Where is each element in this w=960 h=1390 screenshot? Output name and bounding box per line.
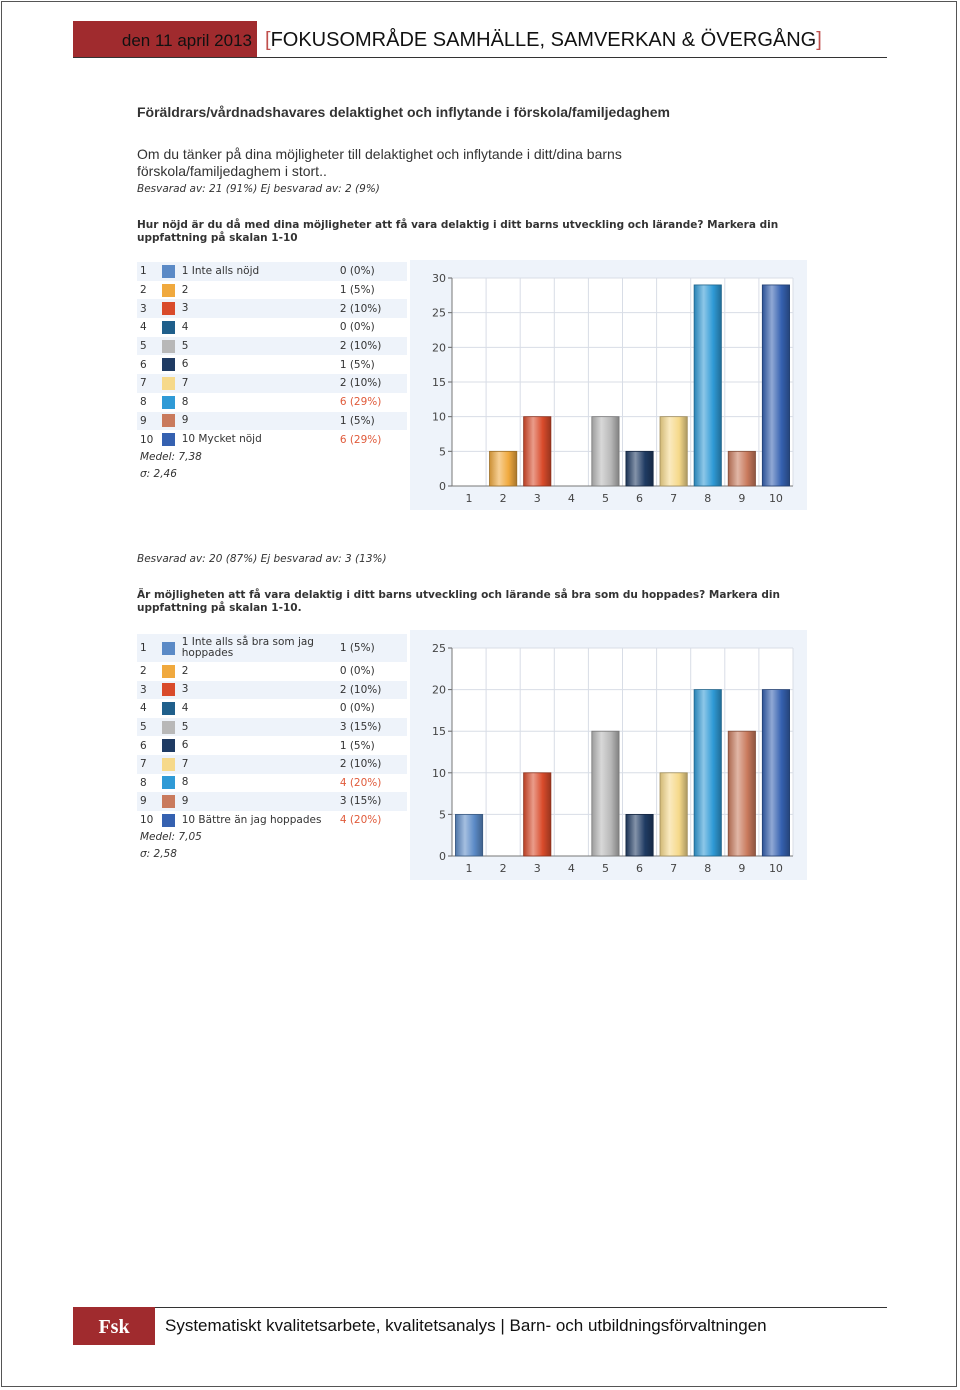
y-tick-label: 20 — [432, 683, 446, 697]
bar — [660, 417, 687, 486]
legend-row-number: 1 — [140, 642, 147, 654]
legend-row-number: 6 — [140, 358, 147, 371]
legend-row-number: 3 — [140, 302, 147, 315]
header-title-text: FOKUSOMRÅDE SAMHÄLLE, SAMVERKAN & ÖVERGÅNG — [270, 29, 817, 51]
legend-label: 8 — [181, 776, 189, 789]
legend-swatch — [162, 776, 175, 789]
legend-count: 1 (5%) — [339, 358, 375, 371]
legend-count: 0 (0%) — [339, 702, 375, 715]
legend-row-number: 8 — [140, 776, 147, 789]
legend-row — [137, 412, 407, 431]
legend-swatch — [162, 396, 175, 409]
legend-row — [137, 736, 407, 755]
x-tick-label: 6 — [636, 862, 644, 875]
legend-label: 7 — [181, 757, 189, 770]
legend-row-number: 6 — [140, 739, 147, 752]
legend-label: 3 — [181, 302, 189, 315]
question-text-2: Är möjligheten att få vara delaktig i ditt barns utveckling och lärande så bra som du hoppades? Markera din uppfattning på skalan 1-10. — [137, 589, 780, 614]
legend-swatch — [162, 758, 175, 771]
legend-swatch — [162, 702, 175, 715]
legend-label: 4 — [181, 701, 189, 714]
legend-row-number: 7 — [140, 377, 147, 390]
legend-label: 4 — [181, 320, 189, 333]
bar — [762, 285, 789, 486]
bar — [694, 285, 721, 486]
y-tick-label: 5 — [439, 808, 446, 822]
legend-swatch — [162, 265, 175, 278]
x-tick-label: 8 — [704, 862, 712, 875]
bar — [524, 417, 551, 486]
legend-row-number: 3 — [140, 683, 147, 696]
legend-label: 8 — [181, 395, 189, 408]
bar — [626, 451, 653, 486]
legend-swatch — [162, 284, 175, 297]
bar — [524, 773, 551, 856]
footer-text: Systematiskt kvalitetsarbete, kvalitetsanalys | Barn- och utbildningsförvaltningen — [165, 1316, 767, 1335]
y-tick-label: 15 — [432, 376, 446, 389]
legend-label: 6 — [181, 739, 189, 752]
legend-row — [137, 262, 407, 281]
legend-swatch — [162, 721, 175, 734]
legend-count: 0 (0%) — [339, 265, 375, 278]
legend-row-number: 8 — [140, 396, 147, 409]
legend-count: 2 (10%) — [339, 302, 382, 315]
legend-label: 10 Mycket nöjd — [181, 433, 262, 446]
legend-label: 1 Inte alls så bra som jag hoppades — [181, 636, 314, 659]
y-tick-label: 0 — [439, 850, 446, 863]
sigma-1: σ: 2,46 — [140, 468, 177, 480]
bar — [455, 814, 482, 856]
legend-swatch — [162, 302, 175, 315]
legend-count: 6 (29%) — [339, 396, 382, 409]
y-tick-label: 30 — [432, 272, 446, 285]
bar — [762, 690, 789, 856]
legend-row — [137, 811, 407, 830]
legend-row — [137, 662, 407, 681]
x-tick-label: 4 — [567, 492, 575, 505]
bar — [626, 814, 653, 856]
legend-count: 2 (10%) — [339, 758, 382, 771]
legend-count: 1 (5%) — [339, 414, 375, 427]
bar — [592, 731, 619, 856]
answered-summary-1: Besvarad av: 21 (91%) Ej besvarad av: 2 (9%) — [137, 183, 380, 195]
x-tick-label: 3 — [533, 492, 541, 505]
legend-row — [137, 774, 407, 793]
legend-swatch — [162, 683, 175, 696]
header-rule — [73, 57, 887, 58]
footer-logo: Fsk — [98, 1316, 130, 1338]
legend-row-number: 5 — [140, 721, 147, 734]
mean-1: Medel: 7,38 — [140, 451, 202, 463]
legend-swatch — [162, 814, 175, 827]
legend-row-number: 4 — [140, 321, 147, 334]
header-date: den 11 april 2013 — [121, 31, 252, 50]
legend-row — [137, 374, 407, 393]
legend-row — [137, 430, 407, 449]
legend-count: 2 (10%) — [339, 340, 382, 353]
legend-label: 10 Bättre än jag hoppades — [181, 813, 322, 826]
answered-summary-2: Besvarad av: 20 (87%) Ej besvarad av: 3 (13%) — [137, 553, 387, 565]
legend-count: 4 (20%) — [339, 776, 382, 789]
legend-row-number: 4 — [140, 702, 147, 715]
legend-row — [137, 299, 407, 318]
question-text-1: Hur nöjd är du då med dina möjligheter att få vara delaktig i ditt barns utveckling och lärande? Markera din uppfattning på skalan 1-10 — [137, 219, 779, 244]
legend-row-number: 10 — [140, 433, 154, 446]
legend-row — [137, 337, 407, 356]
footer-rule — [155, 1307, 887, 1308]
legend-label: 5 — [181, 339, 189, 352]
header-bracket-open: [ — [265, 29, 271, 51]
bar — [592, 417, 619, 486]
legend-count: 3 (15%) — [339, 721, 382, 734]
legend-swatch — [162, 642, 175, 655]
x-tick-label: 3 — [533, 862, 541, 875]
legend-swatch — [162, 665, 175, 678]
legend-count: 1 (5%) — [339, 284, 375, 297]
bar-chart-1 — [410, 260, 807, 510]
legend-swatch — [162, 739, 175, 752]
legend-row-number: 5 — [140, 340, 147, 353]
legend-swatch — [162, 358, 175, 371]
y-tick-label: 5 — [439, 445, 446, 459]
bar — [694, 690, 721, 856]
legend-label: 6 — [181, 358, 189, 371]
y-tick-label: 10 — [432, 766, 446, 780]
x-tick-label: 10 — [768, 862, 783, 875]
legend-row — [137, 318, 407, 337]
bar-chart-2-svg — [410, 630, 807, 880]
legend-count: 0 (0%) — [339, 665, 375, 678]
legend-label: 3 — [181, 683, 189, 696]
legend-swatch — [162, 414, 175, 427]
legend-count: 4 (20%) — [339, 814, 382, 827]
legend-swatch — [162, 433, 175, 446]
legend-count: 6 (29%) — [339, 433, 382, 446]
legend-count: 1 (5%) — [339, 642, 375, 654]
legend-row-number: 2 — [140, 284, 147, 297]
x-tick-label: 9 — [738, 492, 746, 505]
legend-row — [137, 681, 407, 700]
x-tick-label: 7 — [670, 492, 678, 505]
intro-text: Om du tänker på dina möjligheter till delaktighet och inflytande i ditt/dina barns förskola/familjedaghem i stort.. — [137, 146, 622, 179]
section-title: Föräldrars/vårdnadshavares delaktighet och inflytande i förskola/familjedaghem — [137, 104, 670, 120]
legend-row-number: 2 — [140, 665, 147, 678]
y-tick-label: 25 — [432, 642, 446, 655]
legend-row-number: 7 — [140, 758, 147, 771]
legend-row — [137, 718, 407, 737]
header-title — [265, 29, 822, 52]
bar — [490, 451, 517, 486]
legend-label: 9 — [181, 414, 189, 427]
x-tick-label: 5 — [601, 862, 609, 875]
legend-row — [137, 393, 407, 412]
legend-label: 1 Inte alls nöjd — [181, 264, 260, 277]
legend-row — [137, 755, 407, 774]
x-tick-label: 4 — [567, 862, 575, 875]
mean-2: Medel: 7,05 — [140, 831, 202, 843]
bar — [728, 451, 755, 486]
x-tick-label: 1 — [465, 492, 473, 505]
bar — [728, 731, 755, 856]
legend-row-number: 1 — [140, 265, 147, 278]
legend-swatch — [162, 321, 175, 334]
legend-row — [137, 792, 407, 811]
legend-count: 0 (0%) — [339, 321, 375, 334]
legend-label: 2 — [181, 664, 189, 677]
x-tick-label: 1 — [465, 862, 473, 875]
header-bracket-close: ] — [816, 29, 822, 51]
y-tick-label: 15 — [432, 725, 446, 739]
legend-swatch — [162, 377, 175, 390]
bar — [660, 773, 687, 856]
y-tick-label: 20 — [432, 341, 446, 355]
legend-row — [137, 699, 407, 718]
legend-row — [137, 634, 407, 662]
legend-count: 2 (10%) — [339, 377, 382, 390]
legend-row-number: 10 — [140, 814, 154, 827]
y-tick-label: 25 — [432, 306, 446, 320]
x-tick-label: 2 — [499, 492, 507, 505]
legend-swatch — [162, 340, 175, 353]
x-tick-label: 10 — [768, 492, 783, 505]
legend-table-1 — [137, 262, 407, 449]
bar-chart-2 — [410, 630, 807, 880]
y-tick-label: 0 — [439, 480, 446, 493]
legend-row-number: 9 — [140, 795, 147, 808]
legend-label: 2 — [181, 283, 189, 296]
bar-chart-1-svg — [410, 260, 807, 510]
x-tick-label: 7 — [670, 862, 678, 875]
legend-count: 2 (10%) — [339, 683, 382, 696]
sigma-2: σ: 2,58 — [140, 848, 177, 860]
x-tick-label: 9 — [738, 862, 746, 875]
legend-row — [137, 355, 407, 374]
legend-label: 5 — [181, 720, 189, 733]
legend-count: 1 (5%) — [339, 739, 375, 752]
legend-label: 9 — [181, 794, 189, 807]
legend-label: 7 — [181, 376, 189, 389]
legend-swatch — [162, 795, 175, 808]
legend-count: 3 (15%) — [339, 795, 382, 808]
x-tick-label: 5 — [601, 492, 609, 505]
x-tick-label: 2 — [499, 862, 507, 875]
legend-table-2 — [137, 634, 407, 829]
legend-row-number: 9 — [140, 414, 147, 427]
y-tick-label: 10 — [432, 410, 446, 424]
x-tick-label: 6 — [636, 492, 644, 505]
legend-row — [137, 281, 407, 300]
x-tick-label: 8 — [704, 492, 712, 505]
